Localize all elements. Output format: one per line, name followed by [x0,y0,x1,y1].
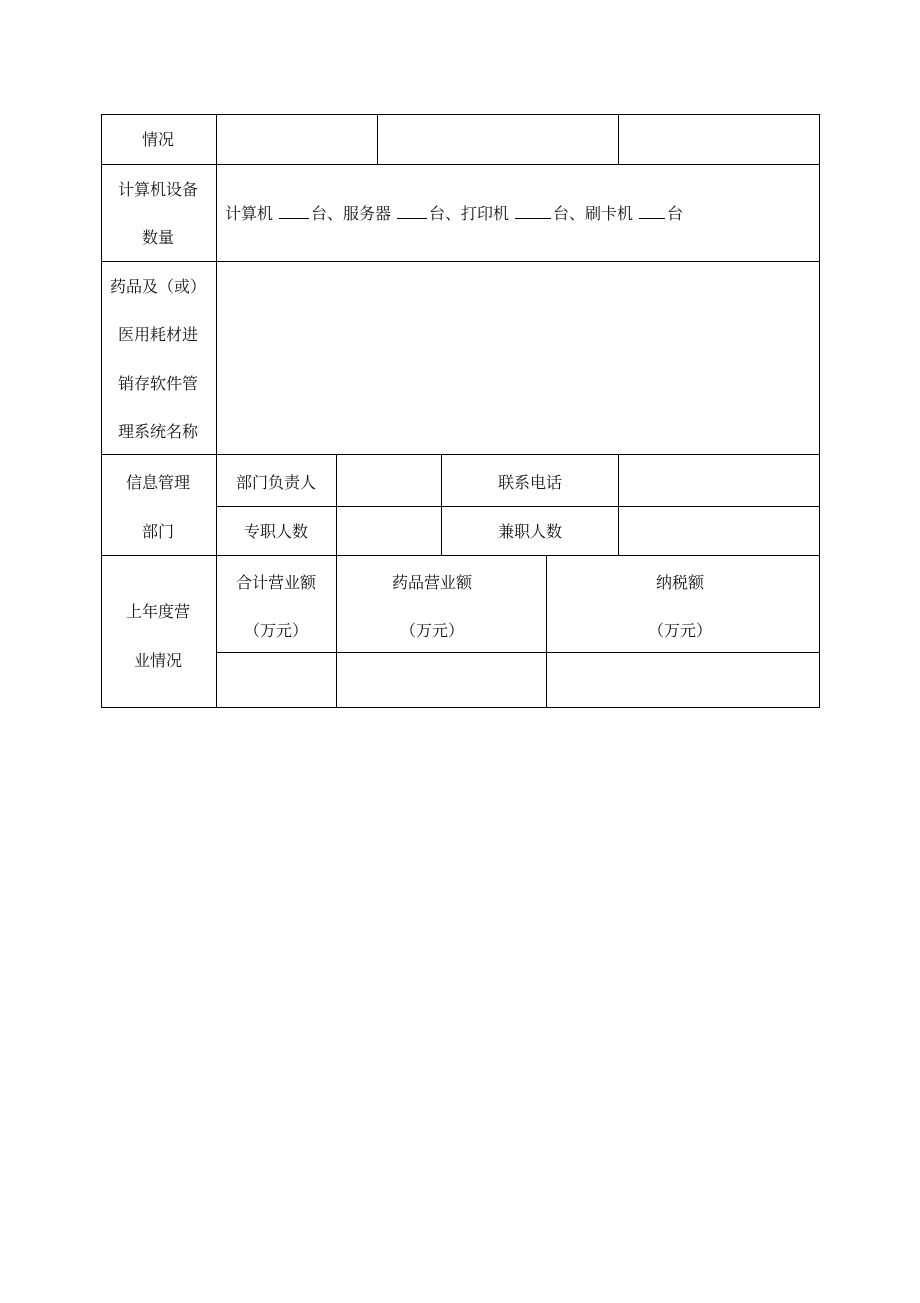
situation-field-3[interactable] [620,116,818,163]
phone-field[interactable] [620,456,818,505]
software-label-line1: 药品及（或） [109,277,207,296]
row-divider [102,555,819,556]
drug-revenue-unit: （万元） [399,621,465,640]
column-divider [216,115,217,707]
row-divider [102,454,819,455]
total-revenue-unit: （万元） [243,621,309,640]
column-divider [336,555,337,707]
drug-revenue-field[interactable] [338,654,545,706]
printer-label: 台、打印机 [429,204,510,223]
tax-unit: （万元） [647,621,713,640]
revenue-label-line2: 业情况 [133,651,183,670]
software-label-line4: 理系统名称 [117,422,199,441]
situation-field-1[interactable] [218,116,376,163]
column-divider [441,454,442,555]
tax-field[interactable] [548,654,818,706]
total-revenue-label: 合计营业额 [235,573,317,592]
info-dept-label-line1: 信息管理 [125,473,191,492]
computers-label-line1: 计算机设备 [117,180,199,199]
parttime-staff-label: 兼职人数 [497,522,563,541]
computer-count-line [225,204,683,224]
card-reader-label: 台、刷卡机 [553,204,634,223]
dept-head-label: 部门负责人 [235,473,317,492]
computer-count-blank[interactable] [279,204,309,219]
row-divider [102,261,819,262]
parttime-staff-field[interactable] [620,508,818,554]
column-divider [377,115,378,164]
row-divider [217,652,819,653]
dept-head-field[interactable] [338,456,440,505]
server-label: 台、服务器 [311,204,392,223]
drug-revenue-label: 药品营业额 [391,573,473,592]
tax-label: 纳税额 [655,573,705,592]
computers-label-line2: 数量 [141,228,175,247]
row-divider [102,164,819,165]
card-reader-count-blank[interactable] [639,204,665,219]
printer-count-blank[interactable] [515,204,551,219]
software-label-line2: 医用耗材进 [117,325,199,344]
revenue-label-line1: 上年度营 [125,602,191,621]
row-divider [217,506,819,507]
column-divider [546,555,547,707]
unit-label: 台 [667,204,684,223]
software-name-field[interactable] [218,263,818,453]
fulltime-staff-field[interactable] [338,508,440,554]
column-divider [336,454,337,555]
total-revenue-field[interactable] [218,654,335,706]
column-divider [618,454,619,555]
column-divider [618,115,619,164]
computer-label: 计算机 [225,204,274,223]
info-dept-label-line2: 部门 [141,522,175,541]
situation-label: 情况 [141,130,175,149]
situation-field-2[interactable] [379,116,617,163]
fulltime-staff-label: 专职人数 [243,522,309,541]
registration-table [101,114,820,708]
phone-label: 联系电话 [497,473,563,492]
software-label-line3: 销存软件管 [117,374,199,393]
server-count-blank[interactable] [397,204,427,219]
